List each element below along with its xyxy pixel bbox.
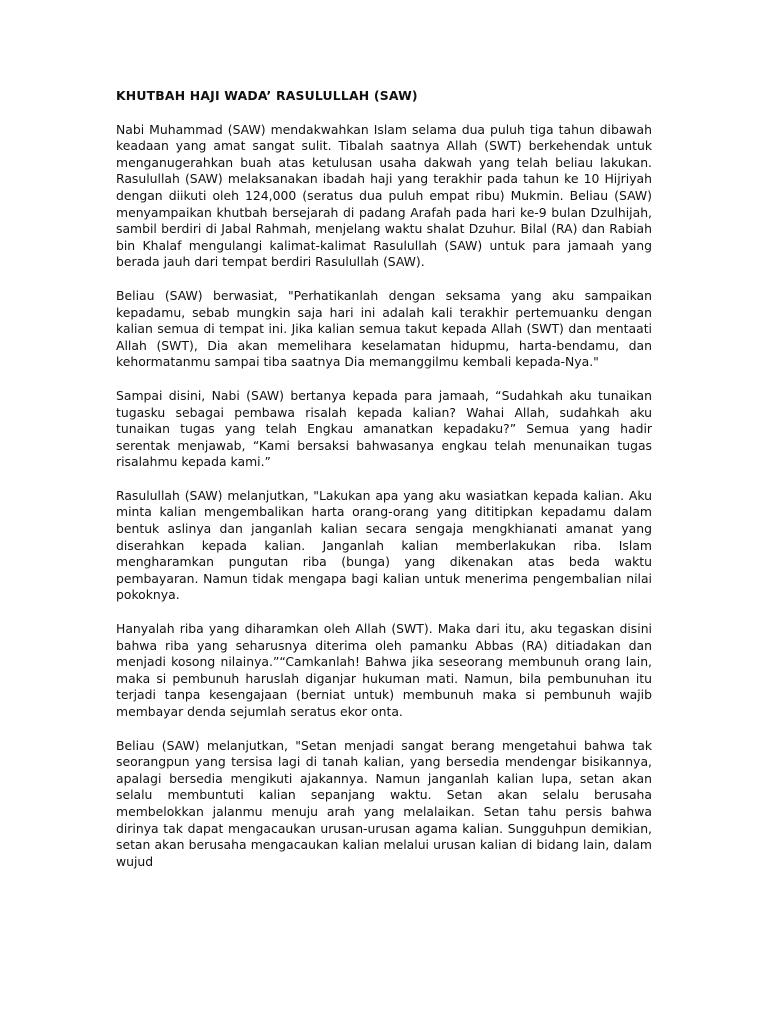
paragraph-5: Hanyalah riba yang diharamkan oleh Allah (SWT). Maka dari itu, aku tegaskan disini bahwa riba yang seharusnya diterima oleh pamanku Abbas (RA) ditiadakan dan menjadi kosong nilainya.”“Camkanlah! Bahwa jika seseorang membunuh orang lain, maka si pembunuh haruslah diganjar hukuman mati. Namun, bila pembunuhan itu terjadi tanpa kesengajaan (berniat untuk) membunuh maka si pembunuh wajib membayar denda sejumlah seratus ekor onta. (116, 621, 652, 719)
paragraph-6: Beliau (SAW) melanjutkan, "Setan menjadi sangat berang mengetahui bahwa tak seorangpun yang tersisa lagi di tanah kalian, yang bersedia mendengar bisikannya, apalagi bersedia mengikuti ajakannya. Namun janganlah kalian lupa, setan akan selalu membuntuti kalian sepanjang waktu. Setan akan selalu berusaha membelokkan jalanmu menuju arah yang melalaikan. Setan tahu persis bahwa dirinya tak dapat mengacaukan urusan-urusan agama kalian. Sungguhpun demikian, setan akan berusaha mengacaukan kalian melalui urusan kalian di bidang lain, dalam wujud (116, 737, 652, 869)
paragraph-4: Rasulullah (SAW) melanjutkan, "Lakukan apa yang aku wasiatkan kepada kalian. Aku minta kalian mengembalikan harta orang-orang yang dititipkan kepadamu dalam bentuk aslinya dan janganlah kalian secara sengaja mengkhianati amanat yang diserahkan kepada kalian. Janganlah kalian memberlakukan riba. Islam mengharamkan pungutan riba (bunga) yang dikenakan atas beda waktu pembayaran. Namun tidak mengapa bagi kalian untuk menerima pengembalian nilai pokoknya. (116, 487, 652, 603)
paragraph-1: Nabi Muhammad (SAW) mendakwahkan Islam selama dua puluh tiga tahun dibawah keadaan yang amat sangat sulit. Tibalah saatnya Allah (SWT) berkehendak untuk menganugerahkan buah atas ketulusan usaha dakwah yang telah beliau lakukan. Rasulullah (SAW) melaksanakan ibadah haji yang terakhir pada tahun ke 10 Hijriyah dengan diikuti oleh 124,000 (seratus dua puluh empat ribu) Mukmin. Beliau (SAW) menyampaikan khutbah bersejarah di padang Arafah pada hari ke-9 bulan Dzulhijah, sambil berdiri di Jabal Rahmah, menjelang waktu shalat Dzuhur. Bilal (RA) dan Rabiah bin Khalaf mengulangi kalimat-kalimat Rasulullah (SAW) untuk para jamaah yang berada jauh dari tempat berdiri Rasulullah (SAW). (116, 121, 652, 270)
document-title: KHUTBAH HAJI WADA’ RASULULLAH (SAW) (116, 88, 418, 103)
paragraph-3: Sampai disini, Nabi (SAW) bertanya kepada para jamaah, “Sudahkah aku tunaikan tugasku sebagai pembawa risalah kepada kalian? Wahai Allah, sudahkah aku tunaikan tugas yang telah Engkau amanatkan kepadaku?” Semua yang hadir serentak menjawab, “Kami bersaksi bahwasanya engkau telah menunaikan tugas risalahmu kepada kami.” (116, 387, 652, 470)
paragraph-2: Beliau (SAW) berwasiat, "Perhatikanlah dengan seksama yang aku sampaikan kepadamu, sebab mungkin saja hari ini adalah kali terakhir pertemuanku dengan kalian semua di tempat ini. Jika kalian semua takut kepada Allah (SWT) dan mentaati Allah (SWT), Dia akan memelihara keselamatan hidupmu, harta-bendamu, dan kehormatanmu sampai tiba saatnya Dia memanggilmu kembali kepada-Nya." (116, 287, 652, 370)
document-page (116, 88, 652, 887)
